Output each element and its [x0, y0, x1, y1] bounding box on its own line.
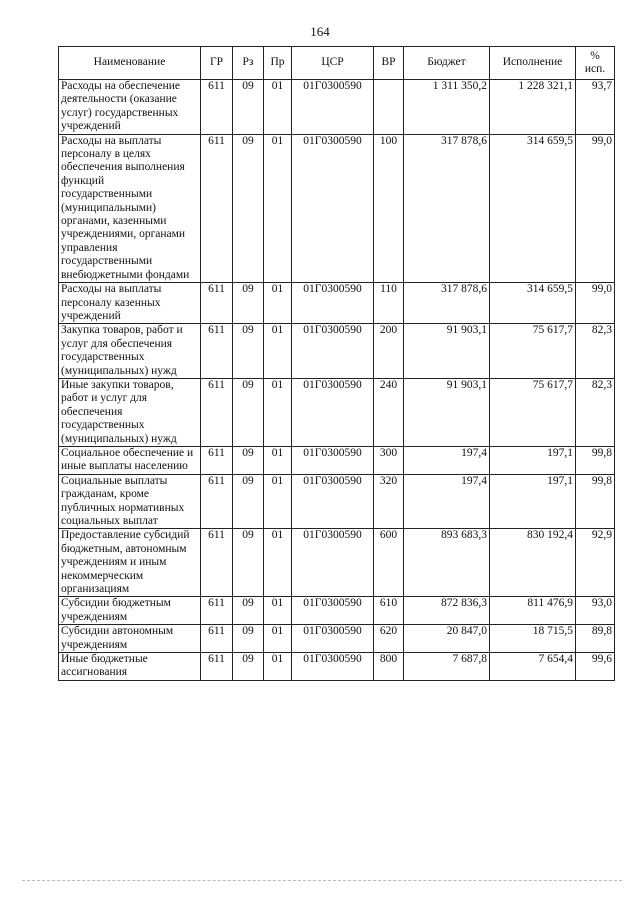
- cell-percent: 99,8: [576, 474, 615, 529]
- header-rz: Рз: [233, 47, 264, 80]
- cell-gr: 611: [201, 283, 233, 324]
- cell-name: Иные бюджетные ассигнования: [59, 653, 201, 681]
- cell-csr: 01Г0300590: [292, 625, 374, 653]
- cell-gr: 611: [201, 446, 233, 474]
- cell-rz: 09: [233, 378, 264, 446]
- header-csr: ЦСР: [292, 47, 374, 80]
- cell-pr: 01: [264, 529, 292, 597]
- cell-execution: 7 654,4: [490, 653, 576, 681]
- cell-gr: 611: [201, 324, 233, 379]
- cell-pr: 01: [264, 80, 292, 135]
- cell-gr: 611: [201, 529, 233, 597]
- cell-rz: 09: [233, 529, 264, 597]
- cell-vr: 320: [374, 474, 404, 529]
- cell-rz: 09: [233, 324, 264, 379]
- cell-vr: 100: [374, 134, 404, 282]
- cell-percent: 99,0: [576, 134, 615, 282]
- cell-vr: [374, 80, 404, 135]
- table-row: [59, 597, 615, 625]
- cell-budget: 197,4: [404, 474, 490, 529]
- cell-budget: 872 836,3: [404, 597, 490, 625]
- cell-budget: 7 687,8: [404, 653, 490, 681]
- cell-pr: 01: [264, 324, 292, 379]
- cell-name: Предоставление субсидий бюджетным, автономным учреждениям и иным некоммерческим организациям: [59, 529, 201, 597]
- cell-budget: 317 878,6: [404, 283, 490, 324]
- cell-csr: 01Г0300590: [292, 134, 374, 282]
- cell-vr: 300: [374, 446, 404, 474]
- cell-pr: 01: [264, 446, 292, 474]
- cell-percent: 99,0: [576, 283, 615, 324]
- cell-execution: 811 476,9: [490, 597, 576, 625]
- header-pr: Пр: [264, 47, 292, 80]
- cell-percent: 82,3: [576, 324, 615, 379]
- cell-percent: 89,8: [576, 625, 615, 653]
- cell-pr: 01: [264, 474, 292, 529]
- cell-budget: 1 311 350,2: [404, 80, 490, 135]
- header-percent-sign: %: [590, 49, 600, 62]
- table-header-row: [59, 47, 615, 80]
- cell-csr: 01Г0300590: [292, 653, 374, 681]
- header-budget: Бюджет: [404, 47, 490, 80]
- table-row: [59, 529, 615, 597]
- cell-csr: 01Г0300590: [292, 446, 374, 474]
- cell-rz: 09: [233, 474, 264, 529]
- cell-gr: 611: [201, 134, 233, 282]
- cell-budget: 197,4: [404, 446, 490, 474]
- cell-vr: 600: [374, 529, 404, 597]
- cell-name: Субсидии бюджетным учреждениям: [59, 597, 201, 625]
- header-execution: Исполнение: [490, 47, 576, 80]
- cell-name: Субсидии автономным учреждениям: [59, 625, 201, 653]
- table-row: [59, 625, 615, 653]
- table-row: [59, 134, 615, 282]
- cell-budget: 317 878,6: [404, 134, 490, 282]
- cell-vr: 200: [374, 324, 404, 379]
- cell-execution: 75 617,7: [490, 324, 576, 379]
- cell-rz: 09: [233, 80, 264, 135]
- cell-pr: 01: [264, 653, 292, 681]
- cell-name: Иные закупки товаров, работ и услуг для обеспечения государственных (муниципальных) нужд: [59, 378, 201, 446]
- table-row: [59, 378, 615, 446]
- cell-budget: 20 847,0: [404, 625, 490, 653]
- cell-vr: 610: [374, 597, 404, 625]
- cell-gr: 611: [201, 378, 233, 446]
- cell-name: Расходы на выплаты персоналу в целях обеспечения выполнения функций государственными (муниципальными) органами, казенными учреждениями, органами управления государственными внебюджетными фондами: [59, 134, 201, 282]
- cell-csr: 01Г0300590: [292, 283, 374, 324]
- cell-csr: 01Г0300590: [292, 474, 374, 529]
- cell-gr: 611: [201, 653, 233, 681]
- cell-budget: 893 683,3: [404, 529, 490, 597]
- bottom-scan-rule: [22, 880, 622, 881]
- cell-name: Расходы на выплаты персоналу казенных учреждений: [59, 283, 201, 324]
- table-row: [59, 283, 615, 324]
- cell-gr: 611: [201, 625, 233, 653]
- cell-gr: 611: [201, 597, 233, 625]
- cell-execution: 314 659,5: [490, 134, 576, 282]
- header-name: Наименование: [59, 47, 201, 80]
- cell-vr: 620: [374, 625, 404, 653]
- cell-csr: 01Г0300590: [292, 324, 374, 379]
- cell-name: Социальное обеспечение и иные выплаты населению: [59, 446, 201, 474]
- table-row: [59, 653, 615, 681]
- cell-execution: 18 715,5: [490, 625, 576, 653]
- cell-gr: 611: [201, 80, 233, 135]
- cell-rz: 09: [233, 653, 264, 681]
- cell-execution: 314 659,5: [490, 283, 576, 324]
- cell-pr: 01: [264, 625, 292, 653]
- cell-percent: 93,0: [576, 597, 615, 625]
- cell-csr: 01Г0300590: [292, 378, 374, 446]
- cell-pr: 01: [264, 134, 292, 282]
- cell-rz: 09: [233, 134, 264, 282]
- cell-rz: 09: [233, 597, 264, 625]
- cell-rz: 09: [233, 283, 264, 324]
- cell-execution: 1 228 321,1: [490, 80, 576, 135]
- cell-execution: 197,1: [490, 446, 576, 474]
- cell-execution: 197,1: [490, 474, 576, 529]
- header-vr: ВР: [374, 47, 404, 80]
- table-row: [59, 324, 615, 379]
- page-number: 164: [310, 24, 330, 39]
- budget-table: [58, 46, 615, 681]
- cell-name: Социальные выплаты гражданам, кроме публичных нормативных социальных выплат: [59, 474, 201, 529]
- cell-vr: 110: [374, 283, 404, 324]
- cell-vr: 800: [374, 653, 404, 681]
- table-body: [59, 80, 615, 681]
- cell-pr: 01: [264, 378, 292, 446]
- table-row: [59, 474, 615, 529]
- cell-budget: 91 903,1: [404, 378, 490, 446]
- header-percent-label: исп.: [584, 63, 606, 75]
- cell-percent: 92,9: [576, 529, 615, 597]
- cell-gr: 611: [201, 474, 233, 529]
- cell-execution: 830 192,4: [490, 529, 576, 597]
- cell-csr: 01Г0300590: [292, 80, 374, 135]
- cell-name: Расходы на обеспечение деятельности (оказание услуг) государственных учреждений: [59, 80, 201, 135]
- cell-rz: 09: [233, 446, 264, 474]
- cell-execution: 75 617,7: [490, 378, 576, 446]
- cell-percent: 93,7: [576, 80, 615, 135]
- cell-name: Закупка товаров, работ и услуг для обеспечения государственных (муниципальных) нужд: [59, 324, 201, 379]
- cell-csr: 01Г0300590: [292, 597, 374, 625]
- cell-percent: 82,3: [576, 378, 615, 446]
- cell-percent: 99,6: [576, 653, 615, 681]
- cell-pr: 01: [264, 283, 292, 324]
- cell-vr: 240: [374, 378, 404, 446]
- header-percent: [576, 47, 615, 80]
- cell-percent: 99,8: [576, 446, 615, 474]
- cell-budget: 91 903,1: [404, 324, 490, 379]
- cell-pr: 01: [264, 597, 292, 625]
- cell-rz: 09: [233, 625, 264, 653]
- header-gr: ГР: [201, 47, 233, 80]
- table-row: [59, 446, 615, 474]
- table-row: [59, 80, 615, 135]
- cell-csr: 01Г0300590: [292, 529, 374, 597]
